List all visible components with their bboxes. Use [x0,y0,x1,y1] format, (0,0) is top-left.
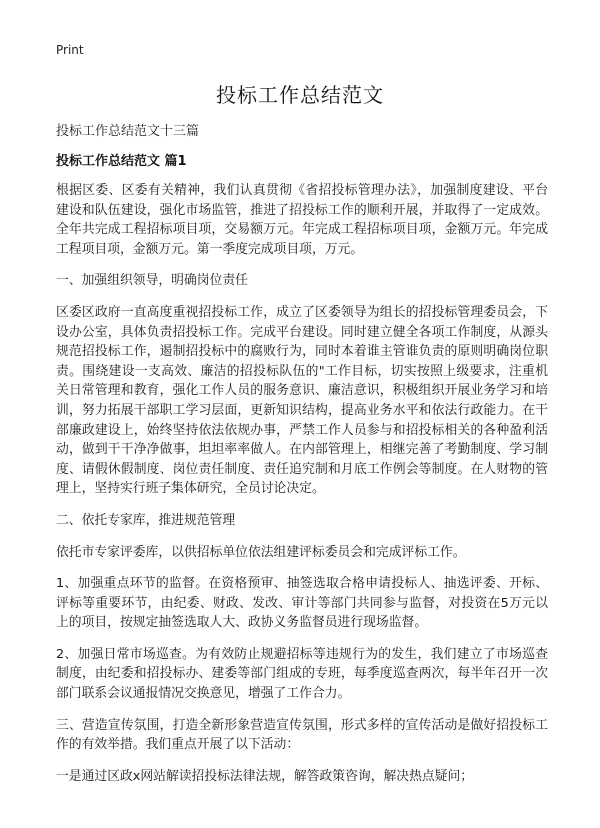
body-paragraph: 2、加强日常市场巡查。为有效防止规避招标等违规行为的发生，我们建立了市场巡查制度，由纪委和招投标办、建委等部门组成的专班，每季度巡查两次，每半年召开一次部门联系会议通报情况交换意见，增强了工作合力。 [56,646,548,702]
body-paragraph: 一是通过区政x网站解读招投标法律法规，解答政策咨询，解决热点疑问； [56,768,474,784]
intro-paragraph: 根据区委、区委有关精神，我们认真贯彻《省招投标管理办法》，加强制度建设、平台建设和队伍建设，强化市场监管，推进了招投标工作的顺利开展，并取得了一定成效。全年共完成工程招标项目项，交易额万元。年完成工程招标项目项，金额万元。年完成工程项目项，金额万元。第一季度完成项目项，万元。 [56,183,548,257]
article-heading: 投标工作总结范文 篇1 [56,154,187,169]
article-body [56,181,548,798]
page-title: 投标工作总结范文 [216,83,384,107]
print-link[interactable]: Print [56,43,84,57]
document-subtitle: 投标工作总结范文十三篇 [56,124,200,139]
section-heading-2: 二、依托专家库，推进规范管理 [56,512,236,528]
section-heading-1: 一、加强组织领导，明确岗位责任 [56,273,248,289]
body-paragraph: 区委区政府一直高度重视招投标工作，成立了区委领导为组长的招投标管理委员会，下设办公室，具体负责招投标工作。完成平台建设。同时建立健全各项工作制度，从源头规范招投标工作，遏制招投标中的腐败行为，同时本着谁主管谁负责的原则明确岗位职责。围绕建设一支高效、廉洁的招投标队伍的"工作目标，切实按照上级要求，注重机关日常管理和教育，强化工作人员的服务意识、廉洁意识，积极组织开展业务学习和培训，努力拓展干部职工学习层面，更新知识结构，提高业务水平和依法行政能力。在干部廉政建设上，始终坚持依法依规办事，严禁工作人员参与和招投标相关的各种盈利活动，做到干干净净做事，坦坦率率做人。在内部管理上，相继完善了考勤制度、学习制度、请假休假制度、岗位责任制度、责任追究制和月底工作例会等制度。在人财物的管理上，坚持实行班子集体研究，全员讨论决定。 [56,304,548,497]
body-paragraph: 依托市专家评委库，以供招标单位依法组建评标委员会和完成评标工作。 [56,544,466,560]
section-heading-3: 三、营造宣传氛围，打造全新形象营造宣传氛围，形式多样的宣传活动是做好招投标工作的有效举措。我们重点开展了以下活动： [56,717,548,753]
body-paragraph: 1、加强重点环节的监督。在资格预审、抽签选取合格申请投标人、抽选评委、开标、评标等重要环节，由纪委、财政、发改、审计等部门共同参与监督，对投资在5万元以上的项目，按规定抽签选取人大、政协义务监督员进行现场监督。 [56,576,548,631]
